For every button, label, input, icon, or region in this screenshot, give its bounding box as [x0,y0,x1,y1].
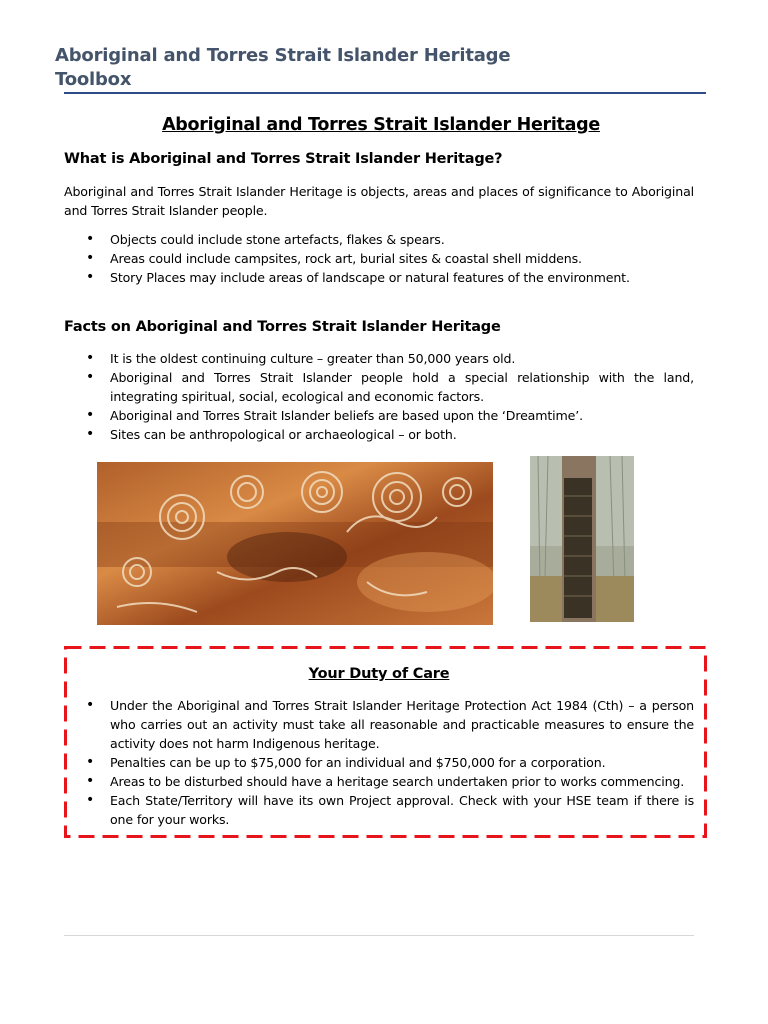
facts-list [64,349,694,444]
toolbox-header-title: Aboriginal and Torres Strait Islander Heritage Toolbox [55,45,511,90]
bullet-icon: • [86,269,95,285]
list-item: • Each State/Territory will have its own Project approval. Check with your HSE team if there is one for your works. [86,792,694,827]
document-title: Aboriginal and Torres Strait Islander Heritage [162,115,600,135]
list-item: • Aboriginal and Torres Strait Islander beliefs are based upon the ‘Dreamtime’. [86,407,583,423]
objects-list [64,230,694,287]
list-item: • Penalties can be up to $75,000 for an individual and $750,000 for a corporation. [86,754,606,770]
list-item: • Objects could include stone artefacts, flakes & spears. [86,231,445,247]
carved-tree-photo [530,456,634,622]
section-heading-what-is: What is Aboriginal and Torres Strait Islander Heritage? [64,151,503,167]
bullet-icon: • [86,250,95,266]
bullet-icon: • [86,369,95,385]
bullet-icon: • [86,754,95,770]
bullet-icon: • [86,350,95,366]
list-item: • Story Places may include areas of landscape or natural features of the environment. [86,269,630,285]
bullet-icon: • [86,773,95,789]
bullet-icon: • [86,697,95,713]
list-item: • Aboriginal and Torres Strait Islander people hold a special relationship with the land, integrating spiritual, social, ecological and economic factors. [86,369,694,404]
list-item: • Under the Aboriginal and Torres Strait Islander Heritage Protection Act 1984 (Cth) – a person who carries out an activity must take all reasonable and practicable measures to ensure the activity does not harm Indigenous heritage. [86,697,694,751]
intro-paragraph: Aboriginal and Torres Strait Islander Heritage is objects, areas and places of significance to Aboriginal and Torres Strait Islander people. [64,184,694,218]
list-item: • Areas to be disturbed should have a heritage search undertaken prior to works commencing. [86,773,685,789]
header-divider [64,92,706,94]
bullet-icon: • [86,426,95,442]
bullet-icon: • [86,407,95,423]
list-item: • Areas could include campsites, rock art, burial sites & coastal shell middens. [86,250,582,266]
bullet-icon: • [86,792,95,808]
rock-art-photo [97,462,493,625]
bullet-icon: • [86,231,95,247]
footer-divider [64,935,694,936]
section-heading-facts: Facts on Aboriginal and Torres Strait Islander Heritage [64,319,501,335]
duty-of-care-title: Your Duty of Care [308,666,450,682]
duty-of-care-list [64,696,694,829]
list-item: • It is the oldest continuing culture – greater than 50,000 years old. [86,350,516,366]
list-item: • Sites can be anthropological or archaeological – or both. [86,426,457,442]
